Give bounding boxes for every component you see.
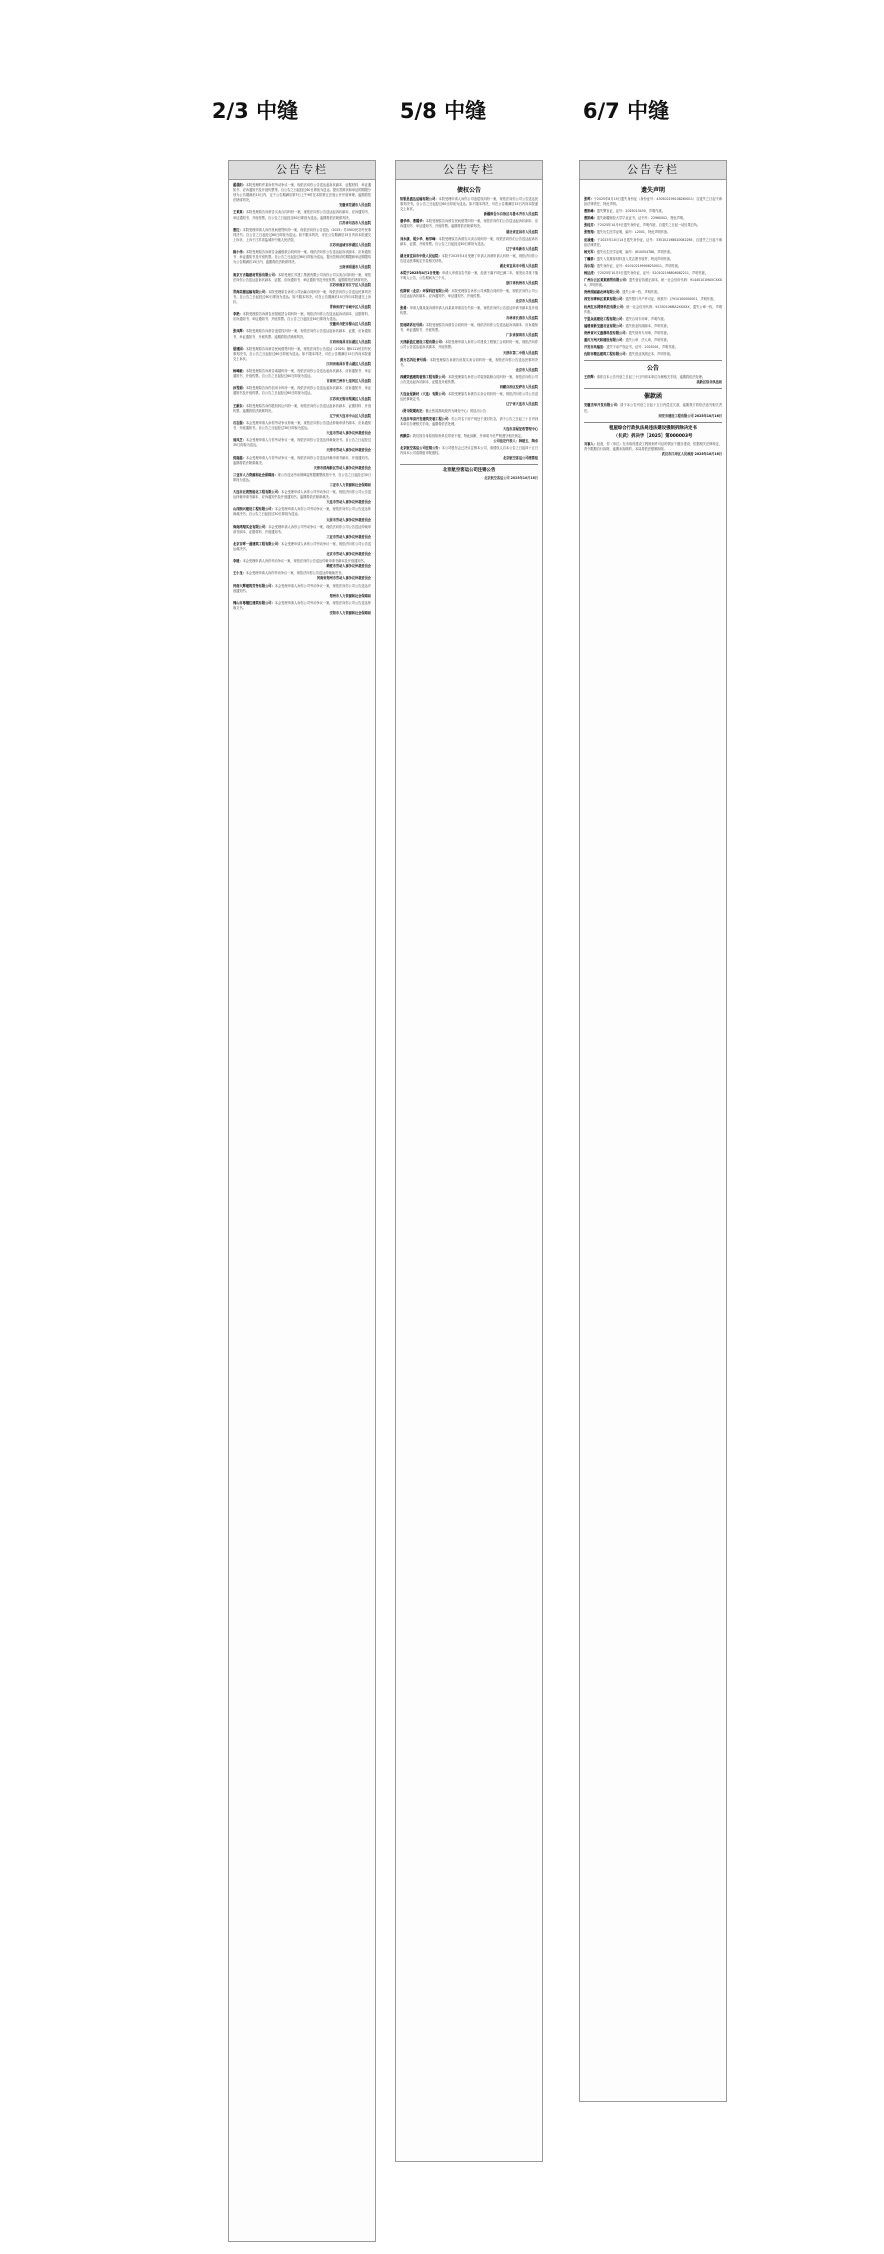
notice	[233, 404, 371, 419]
column-body	[580, 180, 726, 462]
notice	[233, 386, 371, 401]
notice-signature: 江西省南昌市东湖区人民法院	[329, 339, 371, 344]
notice	[233, 329, 371, 344]
notice-signature: 新疆维吾尔自治区乌鲁木齐市人民法院	[483, 212, 538, 217]
notice-text: 本院受理原告诉被告房屋租赁合同纠纷一案，现依法向你公告送达起诉状副本、证据材料、应诉通知书、举证通知书、开庭传票。自公告之日起经过60日即视为送达。	[233, 312, 372, 322]
notice-signature: 大连市劳动人事争议仲裁委员会	[326, 500, 371, 505]
notice	[400, 417, 538, 432]
notice	[400, 392, 538, 407]
notice-signoff: 北京航空客运公司 2025年10月16日	[484, 476, 538, 481]
notice	[400, 254, 538, 269]
notice-lead: 广州白云区某某商贸有限公司：	[584, 278, 629, 283]
notice-lead: 北京航空客运公司注销公告：	[400, 446, 442, 451]
notice	[584, 290, 722, 295]
notice	[584, 257, 722, 262]
notice-lead: 曹凯峰：	[584, 216, 597, 221]
notice-signature: 江苏省南京市江宁区人民法院	[329, 282, 371, 287]
column-header: 公告专栏	[396, 161, 542, 180]
notice-lead: 大连市北苑智能化工程有限公司：	[233, 490, 282, 495]
notice	[400, 289, 538, 304]
notice-text: 本院受理原告诉你公司承揽合同纠纷一案，现依法向你公司公告送达起诉状副本、应诉通知书、举证通知书、开庭传票。	[400, 288, 539, 298]
notice	[400, 409, 538, 414]
notice	[400, 446, 538, 461]
notice-signature: 安阳市人力资源和社会保障局	[329, 611, 371, 616]
notice-text: 本会受理申请人诉你公司劳动争议一案，现依法向你公司公告送达仲裁文书。	[233, 600, 372, 610]
notice	[233, 584, 371, 599]
notice-text: 撤止张清淮地段内为调处中心）的选出公告	[425, 409, 487, 414]
notice-signature: 湖北省宜昌市人民法院	[506, 229, 538, 234]
notice-text: 于2025年10月14日遗失身份证，证号：330102198810082265，自遗失之日起不承担法律责任。	[584, 237, 723, 247]
notice-signature: 江苏省无锡市梁溪区人民法院	[329, 396, 371, 401]
notice-text: 遗失公章一枚，声明作废。	[622, 290, 661, 295]
notice-text: 本院受理申请人诉你公司追偿权纠纷一案，现依法向你公司公告送达民事判决书。自公告之日起经过60日即视为送达。如不服本判决，可在公告期满后15日内向本院递交上诉状。	[400, 197, 539, 212]
notice-text: 本院受理原告诉被告房屋买卖合同纠纷一案，现依法向你公告送达民事判决书。	[400, 357, 538, 367]
notice	[584, 264, 722, 269]
notice-text: 遗失身份证，证号：610102199908250011，声明作废。	[596, 263, 682, 268]
notice-signature: 北京航空客运公司清算组	[502, 456, 538, 461]
notice-lead: 安徽杰华开发有限公司：	[584, 403, 621, 408]
notice-text: 本院受理原告诉被告追偿权纠纷一案，现依法向你公告送达起诉状副本、证据、应诉通知书、举证通知书、开庭传票。逾期将依法缺席判决。	[233, 329, 372, 339]
notice-lead: 石志强：	[233, 420, 246, 425]
notice-signature: 吉林省长春市人民法院	[506, 315, 538, 320]
notice-title: 北京航空客运公司注销公告	[442, 468, 496, 474]
notice	[584, 271, 722, 276]
notice-signature: 江苏省盐城市亭湖区人民法院	[329, 243, 371, 248]
notice-text: 本会受理申请人诉你劳动争议一案，现依法向你公告送达仲裁申请书副本及开庭通知书。	[242, 559, 367, 564]
notice-signature: 辽宁省大连市人民法院	[506, 402, 538, 407]
notice-lead: 西安市碑林区某某有限公司：	[584, 297, 626, 302]
section-subtitle: （长武）拆决字［2025］第000003号	[613, 433, 693, 439]
notice-signature: 江苏省句容市人民法院	[339, 220, 371, 225]
notice	[233, 507, 371, 522]
column-header: 公告专栏	[229, 161, 375, 180]
notice-lead: 姚小伟：	[233, 250, 246, 255]
notice-signature: 北京市劳动人事争议仲裁委员会	[326, 552, 371, 557]
notice-text: 本会受理申请人与你劳动争议一案，现依法向你公告送达仲裁裁决书。自公告之日起经过30日即视为送达。	[233, 438, 372, 448]
notice-lead: 本院于2025年4月1日受理：	[400, 271, 443, 276]
notice-lead: 张勇：	[400, 305, 410, 310]
notice	[233, 210, 371, 225]
notice-lead: 河南大辉建筑劳务有限公司：	[233, 583, 275, 588]
notice	[584, 375, 722, 385]
notice-signature: 鹤壁市劳动人事争议仲裁委员会	[326, 564, 371, 569]
notice-signature: 安徽省芜湖市人民法院	[339, 203, 371, 208]
notice	[400, 197, 538, 217]
notice-lead: 知银县盛达运输有限公司：	[400, 197, 439, 201]
notice-signature: 天津市滨海新区劳动人事争议仲裁委员会	[313, 465, 371, 470]
section-title: 催款函	[643, 393, 662, 401]
section-title: 遗失声明	[640, 187, 665, 194]
notice-signature: 辽宁省阜新市人民法院	[506, 246, 538, 251]
notice-text: 遗失警官证，证号：2025013430，声明作废。	[596, 209, 665, 214]
notice	[584, 324, 722, 329]
notice-text: 本院受理原告诉被告离婚纠纷一案，现依法向你公告送达起诉状副本、应诉通知书、举证通知书、开庭传票。自公告之日起经过60日即视为送达。	[233, 369, 372, 379]
notice-lead: 海南鸿翔实业有限公司：	[233, 524, 269, 529]
notice	[584, 230, 722, 235]
notice	[584, 338, 722, 343]
notice-text: 本院受理原告诉你公司运输合同纠纷一案，现依法向你公告送达民事判决书。自公告之日起经过60日即视为送达。如不服本判决，可在公告期满后15日内向本院递交上诉状。	[233, 289, 372, 304]
notice	[584, 238, 722, 248]
notice-signature: 北京市人民法院	[515, 367, 538, 372]
notice	[233, 490, 371, 505]
notice-lead: 福建省新宝盛石业有限公司：	[584, 323, 626, 328]
notice-signature: 大连市劳动人事争议仲裁委员会	[326, 431, 371, 436]
notice-text: 于2025年10月9日遗失身份证，声明作废，自遗失之日起一切后果自负。	[596, 223, 701, 228]
notice-lead: 杨峰毅：	[233, 369, 246, 374]
column-left	[228, 160, 376, 2242]
notice-signature: 安徽省合肥市蜀山区人民法院	[329, 322, 371, 327]
notice-text: 本院受理原告诉被告合同纠纷一案，现依法向你公告送达起诉状副本、应诉通知书、举证通知书、开庭传票。	[400, 323, 539, 333]
notice-lead: 当事人：	[584, 441, 597, 446]
notice-lead: 致歉信：	[400, 433, 413, 438]
notice-lead: 佛山市粤穗红建筑有限公司：	[233, 600, 275, 605]
notice-text: 本院于2025年4月受理了申请人诉被申请人纠纷一案，现依法向你公告送达民事裁定书及相关材料。	[400, 253, 539, 264]
notice	[233, 183, 371, 208]
notice-lead: 王小龙：	[233, 571, 246, 576]
notice	[400, 358, 538, 373]
notice	[233, 473, 371, 488]
notice-text: 本会受理申请人诉你公司劳动争议一案，现依法向你公司公告送达仲裁裁决书。自公告之日起经过30日即视为送达。	[233, 507, 372, 517]
heading-right: 6/7 中缝	[582, 99, 670, 123]
notice	[584, 305, 722, 315]
notice-text: 申请人甄某某诉被申请人孙某某申请宣告失踪一案，现依法向你公告送达申请书副本及开庭传票。	[400, 305, 539, 315]
notice-text: 于2025年8月19日遗失身份证（身份证号：430502199108260011）自遗失之日起不承担法律责任，特此声明。	[584, 197, 722, 207]
notice-signature: 广东省深圳市人民法院	[506, 333, 538, 338]
notice-lead: 山西润兴建设工程有限公司：	[233, 507, 275, 512]
notice	[233, 290, 371, 310]
notice-lead: 潘华华、曹耀华：	[400, 219, 426, 224]
column-right	[579, 160, 727, 2102]
notice-text: 申请人申请宣告失踪一案，经查下落不明已满二年，现发出寻找下落不明人公告，公告期间为三个月。	[400, 271, 538, 281]
notice	[233, 273, 371, 288]
notice-text: 于2025年10月5日遗失身份证，证号：520102198806082211，声明作废。	[596, 271, 709, 276]
notice-text: 本会受理申请人诉你公司劳动争议一案，现依法向你公司公告送达仲裁申请书副本、应诉通知书及开庭通知书。逾期将依法缺席裁决。	[233, 490, 372, 500]
notice	[233, 571, 371, 581]
notice	[584, 297, 722, 302]
notice-lead: 优斯顿（北京）环保科技有限公司：	[400, 288, 452, 293]
notice	[584, 331, 722, 336]
notice-text: 遗失出生医学证明，编号：J610054788，声明作废。	[596, 249, 674, 254]
notice	[233, 601, 371, 616]
notice	[584, 352, 722, 357]
notice-lead: 张晖：	[584, 197, 594, 201]
notice	[584, 216, 722, 221]
notice	[233, 542, 371, 557]
notice	[233, 559, 371, 569]
notice-lead: 天津新盈汇建设工程有限公司：	[400, 340, 445, 345]
notice	[233, 369, 371, 384]
notice-text: 你公司名下房产现处于查封状态，请于公告之日起三十日内到本单位办理相关手续，逾期将依法处理。	[400, 416, 539, 426]
notice-lead: 青海美德运输有限公司：	[233, 289, 269, 294]
notice-text: 本院受理原告诉被告金融借款合同纠纷一案，现依法向你公告送达起诉状副本、应诉通知书、举证通知书及开庭传票。自公告之日起经过60日即视为送达。提出答辩状的期限和举证期限均为公告期满后15日内，逾期将依法缺席判决。	[233, 250, 372, 265]
notice-lead: 应禄雅：	[584, 237, 598, 242]
notice	[584, 317, 722, 322]
notice-text: 我们因自身原因给贵单位带来不便，特此致歉，并承诺今后严格遵守相关规定。	[412, 433, 525, 438]
notice-signature: 公司法定代表人：韩建玉、陶卓	[493, 438, 538, 443]
notice-lead: 刘永康、胡少华、杨学峰：	[400, 236, 439, 241]
notice-lead: 宁夏众高建设工程有限公司：	[584, 316, 626, 321]
notice-text: 本院受理原告诉你股权转让纠纷一案，现依法向你公告送达起诉状副本、证据材料、开庭传票。逾期将依法缺席判决。	[233, 403, 372, 413]
notice-lead: 李艳：	[233, 312, 243, 317]
divider	[584, 388, 722, 389]
notice-text: 本院受理原告诉被告买卖合同纠纷一案，现依法向你公司公告送达民事裁定书。	[400, 392, 539, 402]
notice-lead: 王洪辉：	[584, 375, 597, 380]
notice-text: 遗失财务专用章，声明作废。	[628, 330, 671, 335]
notice	[584, 345, 722, 350]
notice-signature: 天津市第二中级人民法院	[502, 350, 538, 355]
notice-signature: 西安市建设工程有限公司 2025年10月16日	[658, 413, 722, 418]
notice	[400, 375, 538, 390]
notice-text: 遗失营业执照正副本，统一社会信用代码：91440101MA5CXXXX，声明作废。	[584, 278, 722, 288]
notice-signature: 三亚市劳动人事争议仲裁委员会	[326, 534, 371, 539]
notice-text: 遗失不动产权证书，证号：2025001，声明作废。	[606, 345, 678, 350]
divider	[400, 464, 538, 465]
notice-lead: 三亚市人力资源和社会保障局：	[233, 472, 278, 477]
notice-lead: 沈阳市精达建筑工程有限公司：	[584, 352, 629, 357]
notice	[400, 323, 538, 338]
notice-lead: 翟晨阳：	[233, 183, 246, 187]
notice	[233, 438, 371, 453]
notice-lead: 南京万吉隆建材贸易有限公司：	[233, 272, 278, 277]
notice-text: 遗失银行开户许可证，核准号：J7910100000001，声明作废。	[625, 297, 717, 302]
notice-lead: 倪瑞基：	[233, 455, 246, 460]
notice-lead: 张桂芬：	[584, 223, 597, 228]
notice-text: 本会受理申请人诉你劳动争议一案，现依法向你公告送达仲裁裁决书。	[245, 571, 345, 576]
notice-text: 遗失新疆财经大学毕业证书，证书号：22960002，特此声明。	[596, 216, 687, 221]
notice-lead: 聂建国：	[233, 346, 246, 351]
notice-lead: 杭州红乐网络科技有限公司：	[584, 304, 627, 309]
notice-text: 本院受理原告诉被告民间借贷纠纷一案，现依法向你公告送达（2025）赣0111民初号民事判决书。自公告之日起经过60日即视为送达。如不服本判决，可在公告期满后15日内向本院递交上诉状。	[233, 346, 371, 361]
notice	[400, 219, 538, 234]
notice	[584, 403, 722, 418]
section-title: 租屋综合行政执法局违法建设强制拆除决定书	[609, 425, 697, 431]
notice-signature: 河南省郑州市劳动人事争议仲裁委员会	[316, 576, 371, 581]
heading-left: 2/3 中缝	[211, 99, 299, 123]
notice-text: 遗失公章、法人章，声明作废。	[625, 337, 671, 342]
notice-signature: 三亚市人力资源和社会保障局	[329, 482, 371, 487]
notice-text: 请于本公告刊登之日起十五日内偿还欠款，逾期我方将依法追究相关责任。	[584, 403, 723, 413]
notice	[233, 456, 371, 471]
column-header: 公告专栏	[580, 161, 726, 180]
notice-text: 遗失合同专用章，声明作废。	[625, 316, 667, 321]
notice-signature: 湖北省宜昌市中级人民法院	[499, 264, 538, 269]
notice	[584, 442, 722, 457]
notice-lead: 冯尔超：	[584, 263, 597, 268]
notice-text: 遗失营业执照正本，声明作废。	[628, 352, 674, 357]
notice-lead: 杨光军：	[584, 249, 597, 254]
notice-text: 遗失营业执照副本，声明作废。	[625, 323, 671, 328]
heading-middle: 5/8 中缝	[399, 99, 487, 123]
notice-signature: 郑州市人力资源和社会保障局	[329, 593, 371, 598]
notice-lead: 周凤芝：	[233, 438, 246, 443]
notice-text: 本院受理原告诉被告民间借贷纠纷一案，现依法向你们公告送达起诉状副本、应诉通知书、举证通知书、开庭传票。逾期将依法缺席判决。	[400, 219, 539, 229]
notice-lead: 开发市凤凰里：	[584, 345, 607, 350]
notice-text: 本院受理江苏建工集团有限公司诉你公司买卖合同纠纷一案，现依法向你公告送达起诉状副本、证据、应诉通知书、举证通知书及开庭传票。逾期将依法缺席判决。	[233, 272, 371, 282]
divider	[584, 422, 722, 423]
notice-signature: 太原市劳动人事争议仲裁委员会	[326, 517, 371, 522]
section-title: 债权公告	[456, 187, 481, 194]
notice	[233, 250, 371, 270]
notice-lead: 北京吉晖一通建筑工程有限公司：	[233, 541, 282, 546]
notice	[233, 228, 371, 248]
notice-lead: 张智翔：	[584, 230, 597, 235]
notice	[584, 223, 722, 228]
notice-text: 现公告送达劳动保障监察限期整改指令书，自公告之日起经过30日即视为送达。	[233, 472, 372, 482]
notice-lead: 贵州省兴义盛鼎科技有限公司：	[584, 330, 629, 335]
notice-signature: 高新区综合执法局	[696, 380, 722, 385]
notice	[584, 250, 722, 255]
notice	[233, 421, 371, 436]
notice-lead: 张凤辉：	[233, 329, 246, 334]
notice	[233, 347, 371, 367]
notice-signature: 辽宁省大连市中山区人民法院	[329, 413, 371, 418]
notice	[400, 340, 538, 355]
notice-text: 本院受理申请人诉你公司建设工程施工合同纠纷一案，现依法向你公司公告送达起诉状副本、开庭传票。	[400, 340, 538, 350]
notice-text: 遗失入党推荐材料及入党志愿书原件，特此声明作废。	[596, 256, 674, 261]
notice-signature: 甘肃省兰州市七里河区人民法院	[326, 379, 371, 384]
notice-lead: （贾令限期改定：	[400, 409, 426, 414]
notice-text: 本会受理申请人诉你公司劳动争议一案，现依法向你公司公告送达裁决书。	[233, 541, 372, 551]
notice	[584, 278, 722, 288]
notice-text: 本会受理申请人诉你公司劳动争议一案，现依法向你公司公告送达仲裁申请书副本、证据材料、开庭通知书。	[233, 524, 372, 534]
notice-lead: 贵州照丽惠农林有限公司：	[584, 290, 623, 295]
notice-lead: 曹红：	[233, 227, 243, 232]
notice	[233, 312, 371, 327]
notice	[400, 306, 538, 321]
notice-lead: 王某某：	[233, 210, 246, 215]
notice-text: 经查，你（单位）在未取得建设工程规划许可证的情况下擅自建设，依据相关法律规定，责令限期自行拆除，逾期未拆除的，本局将依法强制拆除。	[584, 441, 723, 451]
notice-text: 本院受理原告诉被告买卖合同纠纷一案，现依法向你们公告送达起诉状副本、证据、开庭传票。自公告之日起经过60日即视为送达。	[400, 236, 539, 246]
notice-lead: 贺翊诺诉讼号码：	[400, 323, 426, 328]
notice	[400, 237, 538, 252]
notice-signature: 北京市人民法院	[515, 298, 538, 303]
notice-lead: 重庆万州天和建设有限公司：	[584, 337, 626, 342]
notice-text: 统一社会信用代码：91330106MA2XXXXX，遗失公章一枚，声明作废。	[584, 304, 723, 314]
notice	[233, 525, 371, 540]
notice-lead: 曹凯峰：	[584, 209, 597, 214]
notice-text: 本院受理原告诉被告买卖合同纠纷一案，现依法向你公告送达起诉状副本、应诉通知书、举证通知书、开庭传票。自公告之日起经过60日即视为送达。逾期将依法缺席判决。	[233, 210, 372, 220]
notice-signature: 青海省西宁市城中区人民法院	[329, 305, 371, 310]
notice-lead: 黄方芯诉讼费号码：	[400, 357, 430, 362]
notice-text: 本会受理申请人诉你劳动争议仲裁一案，现依法向你公告送达仲裁申请书副本、应诉通知书、开庭通知书。自公告之日起经过30日即视为送达。	[233, 420, 372, 431]
notice	[584, 197, 722, 207]
notice-signature: 天津市劳动人事争议仲裁委员会	[326, 448, 371, 453]
notice-lead: 李建：	[233, 559, 243, 564]
notice-lead: 丁巍桥：	[584, 256, 597, 261]
notice-text: 本公司股东会已决议注销本公司，请债权人自本公告之日起四十五日内向本公司清算组申报债权。	[400, 446, 539, 456]
notice-lead: 湖北省宜昌市中级人民法院：	[400, 253, 442, 258]
notice-text: 本院受理原告诉你信用卡纠纷一案，现依法向你公告送达起诉状副本、应诉通知书、举证通知书及开庭传票。自公告之日起经过60日即视为送达。	[233, 386, 372, 396]
notice-signature: 云南省昭通市人民法院	[339, 265, 371, 270]
notice-signature: 大连市房屋征收管理中心	[502, 426, 538, 431]
notice	[584, 209, 722, 214]
notice	[400, 434, 538, 444]
notice-text: 请你自本公告刊登之日起三十日内到本单位办理相关手续，逾期将依法处理。	[596, 375, 706, 380]
notice-text: 遗失出生医学证明，编号：L2001，特此声明作废。	[596, 230, 671, 235]
notice-signature: 江西省南昌市青山湖区人民法院	[326, 362, 371, 366]
notice-text: 本会受理申请人诉你公司劳动争议一案，现依法向你公司公告送达开庭通知书。	[233, 583, 372, 593]
notice-text: 本院受理申请人诉你民间借贷纠纷一案，现依法向你公告送达（2025）苏0902民初号民事判决书。自公告之日起经过60日即视为送达。如不服本判决，可在公告期满后15日内向本院递交上诉状，上诉于江苏省盐城市中级人民法院。	[233, 227, 372, 242]
notice-lead: 杨达虎：	[584, 271, 597, 276]
notice-text: 本院受理原告诉你公司装饰装修合同纠纷一案，现依法向你公司公告送达起诉状副本、证据及开庭传票。	[400, 374, 539, 384]
column-middle	[395, 160, 543, 2162]
notice-lead: 西藏荣盛建筑装饰工程有限公司：	[400, 374, 449, 379]
divider	[584, 360, 722, 361]
notice	[400, 271, 538, 286]
notice-text: 本院受理的许某诉你劳动争议一案，现依法向你公告送达起诉状副本、证据材料、举证通知书、应诉通知书及开庭传票等。自公告之日起经过60日即视为送达。提出答辩状和举证的期限分别为公告期满后15日内，定于公告期满后第3日上午9时在本院第五法庭公开开庭审理，逾期将依法缺席判决。	[233, 183, 372, 203]
notice-signature: 西藏自治区拉萨市人民法院	[499, 385, 538, 390]
notice-signature: 武汉市江岸区人民政府 2025年10月16日	[661, 451, 722, 456]
notice-lead: 王新东：	[233, 403, 246, 408]
notice-text: 本会受理申请人与你劳动争议一案，现依法向你公告送达仲裁申请书副本、开庭通知书。逾期将依法缺席裁决。	[233, 455, 372, 465]
section-title: 公告	[646, 365, 659, 373]
column-body	[396, 180, 542, 486]
notice-lead: 孙雪娟：	[233, 386, 246, 391]
column-body	[229, 180, 375, 621]
notice-lead: 大连市华房开发建筑安装工程公司：	[400, 416, 452, 421]
notice-lead: 大连金星新材（大连）有限公司：	[400, 392, 449, 397]
notice-signature: 浙江省杭州市人民法院	[506, 281, 538, 286]
